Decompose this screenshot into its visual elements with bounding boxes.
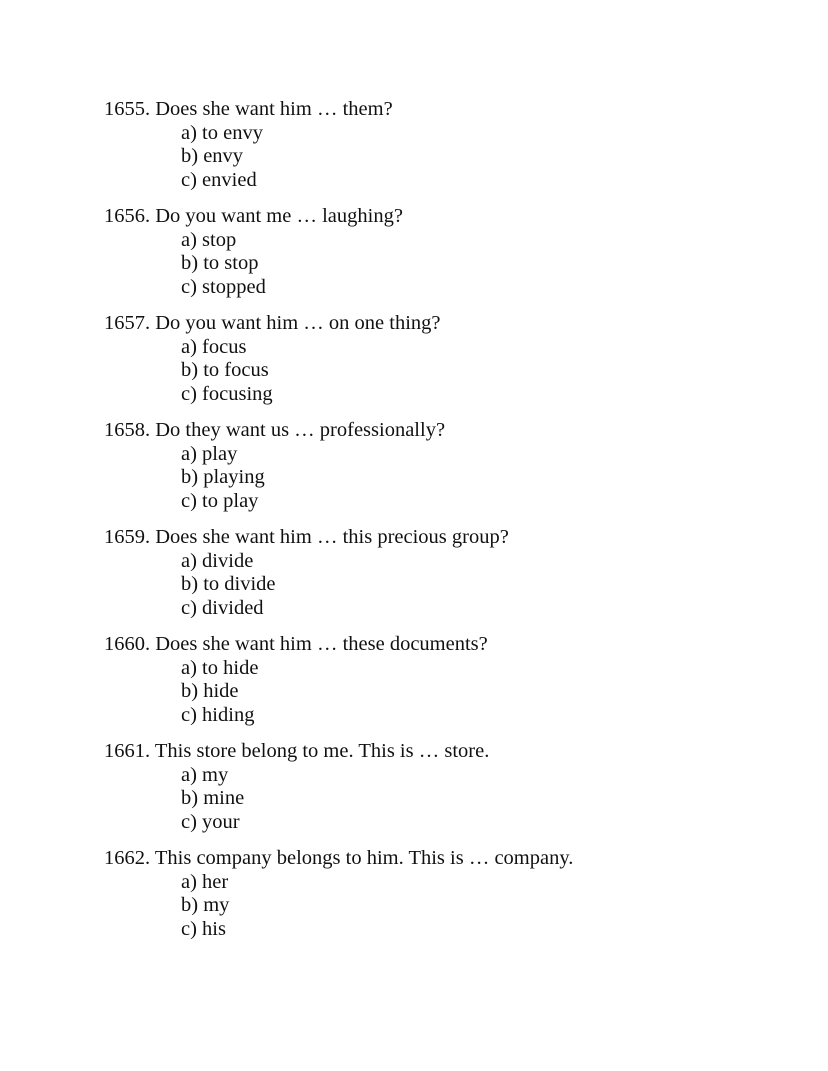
option-b: b) to divide: [181, 573, 276, 595]
question-1661: [104, 740, 804, 834]
option-list: [104, 871, 804, 942]
question-prompt: Do you want him … on one thing?: [155, 312, 441, 334]
option-b: b) playing: [181, 466, 265, 488]
question-number: 1658.: [104, 419, 151, 441]
option-a: a) stop: [181, 228, 237, 251]
option-list: [104, 122, 804, 193]
question-text: [104, 419, 804, 443]
question-1658: [104, 419, 804, 513]
option-a: a) to envy: [181, 121, 263, 144]
option-b: b) to stop: [181, 252, 259, 274]
option-c: c) divided: [181, 596, 264, 619]
question-prompt: Does she want him … them?: [155, 98, 393, 120]
question-number: 1659.: [104, 526, 151, 548]
option-list: [104, 336, 804, 407]
option-a: a) her: [181, 870, 229, 893]
question-text: [104, 312, 804, 336]
option-c: c) to play: [181, 489, 259, 512]
option-a: a) my: [181, 763, 229, 786]
option-list: [104, 229, 804, 300]
question-prompt: Does she want him … this precious group?: [155, 526, 509, 548]
option-list: [104, 657, 804, 728]
option-a: a) focus: [181, 335, 247, 358]
option-c: c) your: [181, 810, 240, 833]
question-prompt: This store belong to me. This is … store.: [154, 740, 490, 762]
question-prompt: Does she want him … these documents?: [155, 633, 488, 655]
question-text: [104, 526, 804, 550]
question-prompt: Do they want us … professionally?: [155, 419, 446, 441]
option-list: [104, 764, 804, 835]
question-text: [104, 847, 804, 871]
question-number: 1656.: [104, 205, 151, 227]
option-b: b) envy: [181, 145, 244, 167]
option-list: [104, 443, 804, 514]
question-1656: [104, 205, 804, 299]
question-number: 1655.: [104, 98, 151, 120]
question-number: 1660.: [104, 633, 151, 655]
question-1662: [104, 847, 804, 941]
option-c: c) envied: [181, 168, 257, 191]
option-c: c) hiding: [181, 703, 255, 726]
question-1657: [104, 312, 804, 406]
question-text: [104, 740, 804, 764]
question-text: [104, 98, 804, 122]
option-b: b) my: [181, 894, 230, 916]
question-1659: [104, 526, 804, 620]
option-c: c) stopped: [181, 275, 266, 298]
option-b: b) hide: [181, 680, 239, 702]
option-a: a) divide: [181, 549, 254, 572]
option-b: b) mine: [181, 787, 245, 809]
option-c: c) focusing: [181, 382, 273, 405]
option-list: [104, 550, 804, 621]
question-number: 1661.: [104, 740, 151, 762]
option-b: b) to focus: [181, 359, 269, 381]
question-1655: [104, 98, 804, 192]
option-a: a) play: [181, 442, 238, 465]
question-prompt: Do you want me … laughing?: [155, 205, 403, 227]
question-prompt: This company belongs to him. This is … company.: [154, 847, 574, 869]
question-text: [104, 205, 804, 229]
question-number: 1662.: [104, 847, 151, 869]
option-a: a) to hide: [181, 656, 259, 679]
question-text: [104, 633, 804, 657]
question-1660: [104, 633, 804, 727]
option-c: c) his: [181, 917, 226, 940]
question-number: 1657.: [104, 312, 151, 334]
